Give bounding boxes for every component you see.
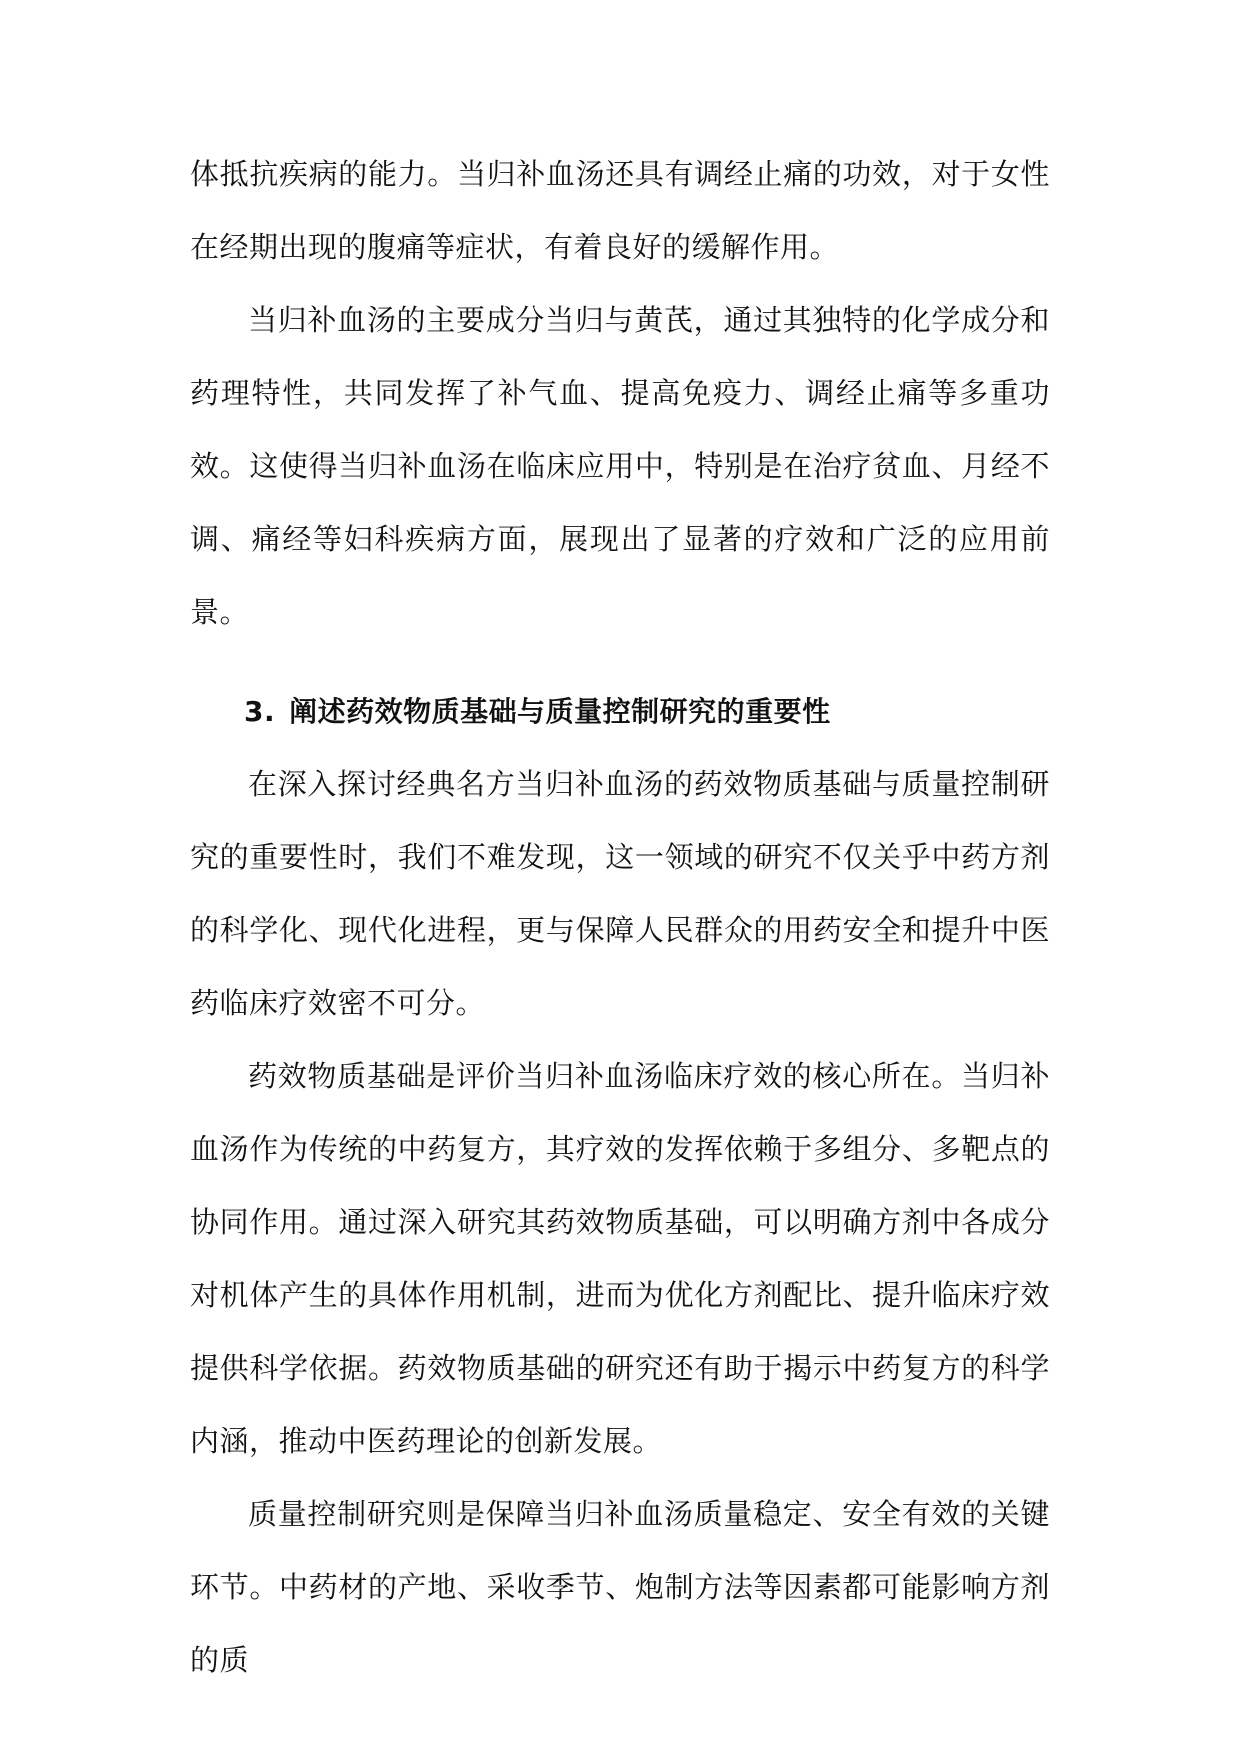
section-heading	[190, 675, 1050, 748]
paragraph-p5: 质量控制研究则是保障当归补血汤质量稳定、安全有效的关键环节。中药材的产地、采收季节、炮制方法等因素都可能影响方剂的质	[190, 1497, 1050, 1677]
paragraph-p4: 药效物质基础是评价当归补血汤临床疗效的核心所在。当归补血汤作为传统的中药复方，其疗效的发挥依赖于多组分、多靶点的协同作用。通过深入研究其药效物质基础，可以明确方剂中各成分对机体产生的具体作用机制，进而为优化方剂配比、提升临床疗效提供科学依据。药效物质基础的研究还有助于揭示中药复方的科学内涵，推动中医药理论的创新发展。	[190, 1059, 1050, 1458]
section-title: 阐述药效物质基础与质量控制研究的重要性	[289, 695, 831, 728]
section-number: 3.	[244, 695, 276, 728]
paragraph-p1: 体抵抗疾病的能力。当归补血汤还具有调经止痛的功效，对于女性在经期出现的腹痛等症状，有着良好的缓解作用。	[190, 157, 1050, 264]
paragraph-p3: 在深入探讨经典名方当归补血汤的药效物质基础与质量控制研究的重要性时，我们不难发现，这一领域的研究不仅关乎中药方剂的科学化、现代化进程，更与保障人民群众的用药安全和提升中医药临床疗效密不可分。	[190, 767, 1050, 1020]
document-body	[190, 138, 1050, 1697]
paragraph-p2: 当归补血汤的主要成分当归与黄芪，通过其独特的化学成分和药理特性，共同发挥了补气血、提高免疫力、调经止痛等多重功效。这使得当归补血汤在临床应用中，特别是在治疗贫血、月经不调、痛经等妇科疾病方面，展现出了显著的疗效和广泛的应用前景。	[190, 303, 1050, 629]
